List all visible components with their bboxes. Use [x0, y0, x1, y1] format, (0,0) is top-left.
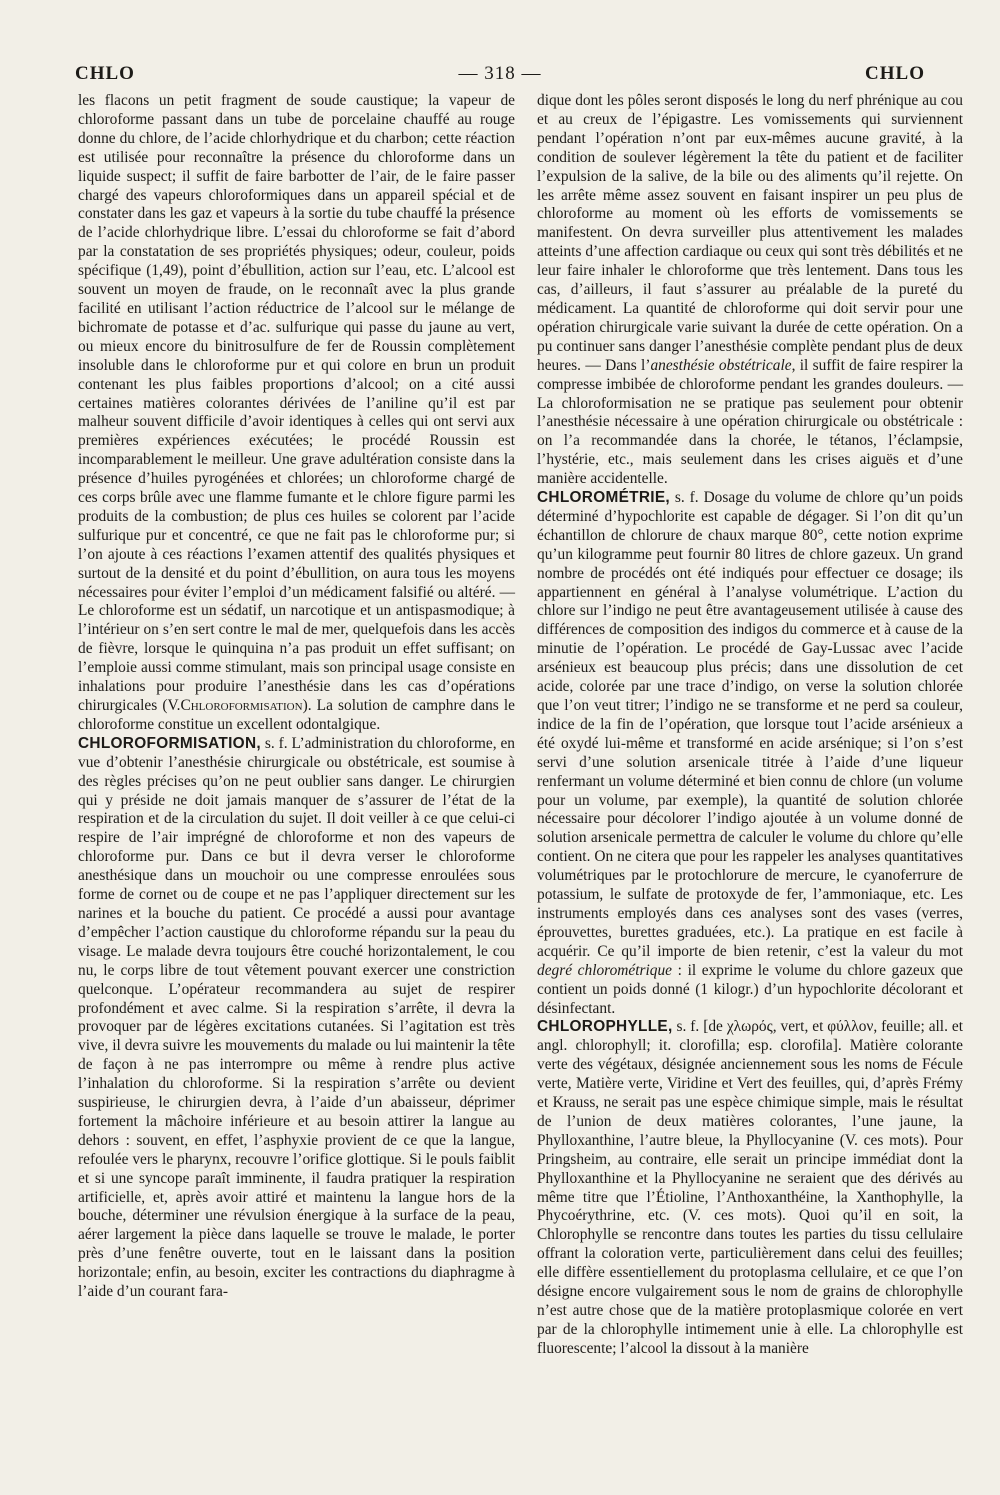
- cross-reference: Chloroformisation: [180, 697, 303, 714]
- right-column: [537, 92, 963, 1359]
- header-left-keyword: CHLO: [75, 63, 135, 84]
- part-of-speech: s. f.: [670, 489, 699, 507]
- running-header: [75, 58, 925, 90]
- page-number: — 318 —: [458, 63, 542, 84]
- entry-body: L’administration du chloroforme, en vue d’obtenir l’anesthésie chirurgicale ou obstétricale, est soumise à des règles précises qu’on ne peut oublier sans danger. Le chirurgien qui y préside ne doit jamais manquer de s’assurer de l’état de la respiration et de la circulation du sujet. Il doit veiller à ce que celui-ci respire de l’air imprégné de chloroforme et non des vapeurs de chloroforme pur. Dans ce but il devra verser le chloroforme anesthésique dans un mouchoir ou une compresse enroulées sous forme de cornet ou de coupe et ne pas l’appliquer directement sur les narines et la bouche du patient. Ce procédé a aussi pour avantage d’empêcher l’action caustique du chloroforme répandu sur la peau du visage. Le malade devra toujours être couché horizontalement, le cou nu, le corps libre de tout vêtement pouvant exercer une constriction quelconque. L’opérateur recommandera au sujet de respirer profondément et avec calme. Si la respiration s’arrête, il devra la provoquer par de légères excitations cutanées. Si l’agitation est très vive, il devra suivre les mouvements du malade ou lui maintenir la tête de façon à ne pas interrompre ou même à rendre plus active l’inhalation du chloroforme. Si la respiration s’arrête ou devient suspirieuse, le chirurgien devra, à l’aide d’un abaisseur, déprimer fortement la mâchoire inférieure et au besoin attirer la langue au dehors : souvent, en effet, l’asphyxie provient de ce que la langue, refoulée vers le pharynx, recouvre l’orifice glottique. Si le pouls faiblit et si une syncope paraît imminente, il faudra pratiquer la respiration artificielle, et, après avoir attiré et maintenu la langue hors de la bouche, déterminer une révulsion énergique à la surface de la peau, aérer largement la pièce dans laquelle se trouve le malade, le porter près d’une fenêtre ouverte, tout en le laissant dans la position horizontale; enfin, au besoin, exciter les contractions du diaphragme à l’aide d’un courant fara-: [78, 734, 515, 1301]
- part-of-speech: s. f.: [260, 734, 288, 752]
- chlorometrie-entry: CHLOROMÉTRIE, s. f. Dosage du volume de chlore qu’un poids déterminé d’hypochlorite est capable de dégager. Si l’on dit qu’un échantillon de chlorure de chaux marque 80°, cette notion exprime qu’un kilogramme peut fournir 80 litres de chlore gazeux. Un grand nombre de procédés ont été indiqués pour effectuer ce dosage; ils appartiennent en général à l’analyse volumétrique. L’action du chlore sur l’indigo ne peut être avantageusement utilisée à cause des différences de composition des indigos du commerce et à cause de la minutie de l’opération. Le procédé de Gay-Lussac avec l’acide arsénieux est beaucoup plus précis; dans une dissolution de cet acide, colorée par une trace d’indigo, on verse la solution chlorée que l’on veut titrer; l’indigo ne se transforme et ne perd sa couleur, indice de la fin de l’opération, que lorsque tout l’acide arsénieux a été oxydé lui-même et transformé en acide arsénique; si l’on s’est servi d’une solution arsenicale titrée à l’aide d’une liqueur renfermant un volume déterminé et bien connu de chlore (un volume pour un volume, par exemple), la quantité de solution chlorée nécessaire pour décolorer l’indigo ajoutée à un volume donné de solution arsenicale permettra de calculer le volume du chlore qu’elle contient. On ne citera que pour les rappeler les analyses quantitatives volumétriques par le protochlorure de mercure, le cyanoferrure de potassium, le sulfate de protoxyde de fer, l’ammoniaque, etc. Les instruments employés dans ces analyses sont des vases (verres, éprouvettes, burettes graduées, etc.). La pratique en est facile à acquérir. Ce qu’il importe de bien retenir, c’est la valeur du mot degré chlorométrique : il exprime le volume du chlore gazeux que contient un poids donné (1 kilogr.) d’un hypochlorite décolorant et désinfectant.: [537, 489, 963, 1017]
- chloroformisation-entry: [78, 735, 515, 1302]
- entry-headword: CHLOROMÉTRIE,: [537, 489, 671, 507]
- left-column: [78, 92, 515, 1302]
- header-right-keyword: CHLO: [865, 63, 925, 84]
- entry-headword: CHLOROFORMISATION,: [78, 734, 261, 752]
- part-of-speech: s. f.: [672, 1018, 700, 1036]
- entry-body: [de χλωρός, vert, et φύλλον, feuille; all. et angl. chlorophyll; it. clorofilla; esp. clorofila]. Matière colorante verte des végétaux, désignée anciennement sous les noms de Fécule verte, Matière verte, Viridine et Vert des feuilles, qui, d’après Frémy et Krauss, ne serait pas une espèce chimique simple, mais le résultat de l’union de deux matières colorantes, l’une jaune, la Phylloxanthine, l’autre bleue, la Phyllocyanine (V. ces mots). Pour Pringsheim, au contraire, elle serait un principe immédiat dont la Phylloxanthine et la Phyllocyanine ne seraient que des dérivés au même titre que l’Étioline, l’Anthoxanthéine, la Xanthophylle, la Phycoérythrine, etc. (V. ces mots). Quoi qu’il en soit, la Chlorophylle se rencontre dans toutes les parties du tissu cellulaire offrant la coloration verte, particulièrement dans celui des feuilles; elle diffère essentiellement du protoplasma cellulaire, et ce que l’on désigne encore vulgairement sous le nom de grains de chlorophylle n’est autre chose que de la matière protoplasmique colorée en vert par de la chlorophylle intimement unie à elle. La chlorophylle est fluorescente; l’alcool la dissout à la manière: [537, 1018, 963, 1357]
- chloroforme-entry-continuation: les flacons un petit fragment de soude caustique; la vapeur de chloroforme passant dans un tube de porcelaine chauffé au rouge donne du chlore, de l’acide chlorhydrique et du charbon; cette réaction est utilisée pour reconnaître la présence du chloroforme dans un liquide suspect; il suffit de faire barbotter de l’air, de le faire passer chargé des vapeurs chloroformiques dans un appareil spécial et de constater dans les gaz et vapeurs à la sortie du tube chauffé la présence de l’acide chlorhydrique libre. L’essai du chloroforme se fait d’abord par la constatation de ses propriétés physiques; odeur, couleur, poids spécifique (1,49), point d’ébullition, action sur l’eau, etc. L’alcool est souvent un moyen de fraude, on le reconnaît avec la plus grande facilité en utilisant l’action réductrice de l’alcool sur le mélange de bichromate de potasse et d’ac. sulfurique qui passe du jaune au vert, ou mieux encore du binitrosulfure de fer de Roussin complètement insoluble dans le chloroforme pur et qui colore en brun un produit contenant les plus faibles proportions d’alcool; on a cité aussi certaines matières colorantes dérivées de l’aniline qu’il est par malheur souvent difficile d’avoir identiques à celles qui ont servi aux premières expériences exécutées; le procédé Roussin est incomparablement le meilleur. Une grave adultération consiste dans la présence d’huiles pyrogénées et chlorées; un chloroforme chargé de ces corps brûle avec une flamme fumante et le chlore figure parmi les produits de la combustion; de plus ces huiles se colorent par l’acide sulfurique pur et concentré, ce que ne fait pas le chloroforme pur; si l’on ajoute à ces réactions l’examen attentif des qualités physiques et surtout de la densité et du point d’ébullition, on aura tous les moyens nécessaires pour éviter l’emploi d’un médicament falsifié ou altéré. — Le chloroforme est un sédatif, un narcotique et un antispasmodique; à l’intérieur on s’en sert contre le mal de mer, quelquefois dans les accès de fièvre, lorsque le quinquina n’a pas produit un effet suffisant; on l’emploie aussi comme stimulant, mais son principal usage consiste en inhalations pour produire l’anesthésie dans les cas d’opérations chirurgicales (V.Chloroformisation). La solution de camphre dans le chloroforme constitue un excellent odontalgique.: [78, 92, 516, 733]
- entry-headword: CHLOROPHYLLE,: [537, 1018, 673, 1036]
- chlorophylle-entry: [537, 1018, 963, 1358]
- chloroformisation-entry-continuation: dique dont les pôles seront disposés le long du nerf phrénique au cou et au creux de l’épigastre. Les vomissements qui surviennent pendant l’opération n’ont par eux-mêmes aucune gravité, à la condition de soulever légèrement la tête du patient et de faciliter l’expulsion de la salive, de la bile ou des aliments qu’il rejette. On les arrête même assez souvent en faisant inspirer un peu plus de chloroforme au moment où les efforts de vomissements se manifestent. On devra surveiller plus attentivement les malades atteints d’une affection cardiaque ou ceux qui sont très débilités et ne leur faire inhaler le chloroforme que très lentement. Dans tous les cas, d’ailleurs, il faut s’assurer au préalable de la pureté du médicament. La quantité de chloroforme qui doit servir pour une opération chirurgicale varie suivant la durée de cette opération. On a pu continuer sans danger l’anesthésie complète pendant plus de deux heures. — Dans l’anesthésie obstétricale, il suffit de faire respirer la compresse imbibée de chloroforme pendant les grandes douleurs. — La chloroformisation ne se pratique pas seulement pour obtenir l’anesthésie nécessaire à une opération chirurgicale ou obstétricale : on l’a recommandée dans la chorée, le tétanos, l’éclampsie, l’hystérie, etc., mais seulement dans les crises aiguës et d’une manière accidentelle.: [537, 92, 964, 488]
